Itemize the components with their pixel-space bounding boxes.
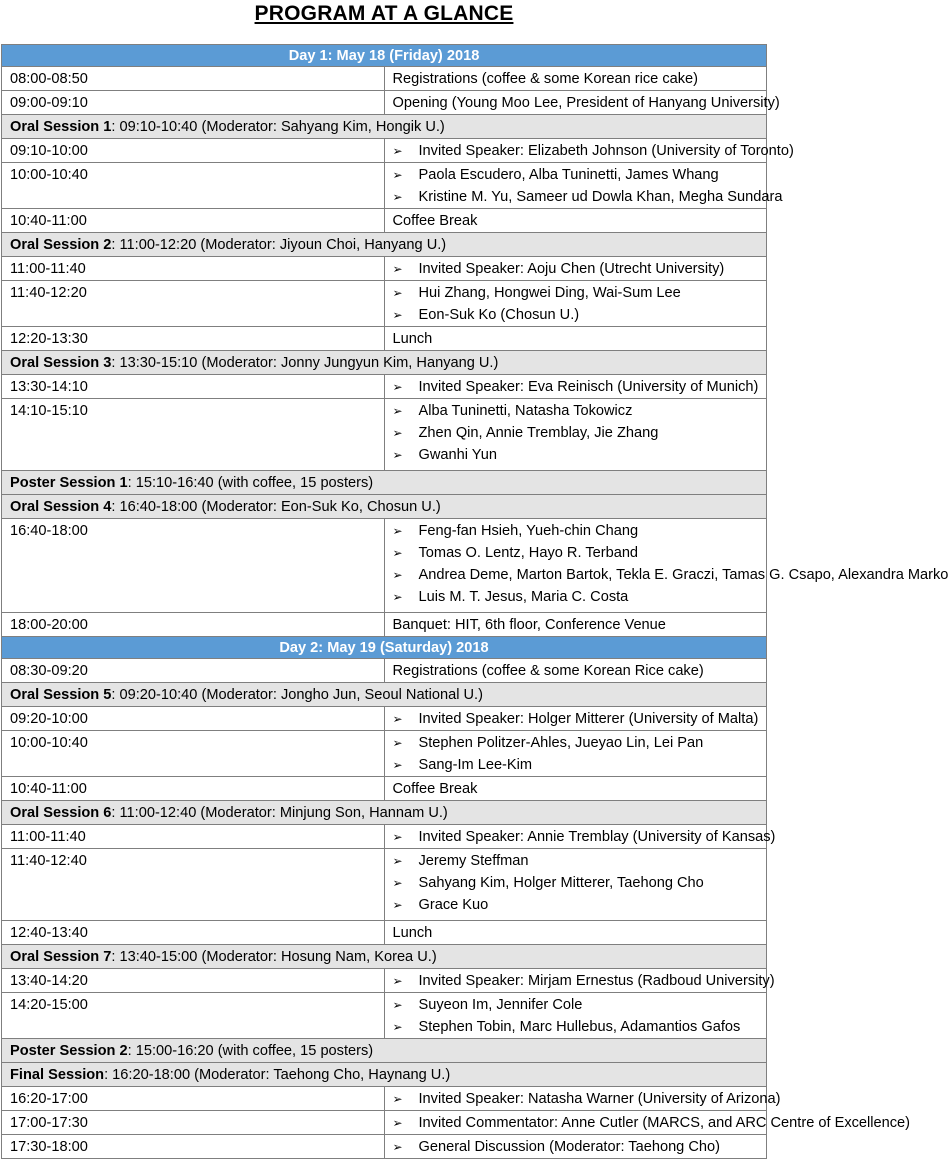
schedule-line [393,708,767,730]
time-slot: 09:20-10:00 [2,707,385,731]
session-name: Poster Session 1 [10,475,128,491]
arrow-bullet-icon: ➢ [392,568,403,582]
arrow-bullet-icon: ➢ [392,830,403,844]
schedule-line [393,586,767,608]
schedule-content [384,613,767,637]
arrow-bullet-icon: ➢ [392,876,403,890]
session-header [2,683,767,707]
session-header-row [2,233,767,257]
line-text: Invited Speaker: Aoju Chen (Utrecht University) [418,261,725,277]
schedule-line [392,826,776,848]
session-header-row [2,495,767,519]
schedule-line [392,1112,911,1134]
schedule-line [393,400,767,422]
schedule-line [393,660,767,682]
session-header [2,945,767,969]
session-header-row [2,945,767,969]
session-detail: : 16:20-18:00 (Moderator: Taehong Cho, Haynang U.) [104,1067,451,1083]
schedule-line [393,850,767,872]
schedule-content [384,519,948,613]
schedule-row [2,825,767,849]
schedule-content [384,849,767,921]
arrow-bullet-icon: ➢ [392,1020,403,1034]
arrow-bullet-icon: ➢ [392,168,403,182]
schedule-content [384,257,767,281]
line-text: Suyeon Im, Jennifer Cole [418,997,583,1013]
session-header-row [2,1039,767,1063]
session-name: Final Session [10,1067,105,1083]
schedule-content [384,209,767,233]
session-detail: : 11:00-12:20 (Moderator: Jiyoun Choi, Hanyang U.) [111,237,447,253]
schedule-line [393,614,767,636]
line-text: General Discussion (Moderator: Taehong Cho) [418,1139,720,1155]
arrow-bullet-icon: ➢ [392,758,403,772]
time-slot: 10:40-11:00 [2,777,385,801]
session-name: Oral Session 5 [10,687,112,703]
line-text: Hui Zhang, Hongwei Ding, Wai-Sum Lee [418,285,681,301]
session-name: Poster Session 2 [10,1043,128,1059]
line-text: Luis M. T. Jesus, Maria C. Costa [418,589,629,605]
schedule-content [384,731,767,777]
session-detail: : 11:00-12:40 (Moderator: Minjung Son, Hannam U.) [111,805,448,821]
schedule-line [393,922,767,944]
schedule-content [384,921,767,945]
schedule-row [2,399,767,471]
schedule-content [384,969,775,993]
arrow-bullet-icon: ➢ [392,144,403,158]
time-slot: 17:30-18:00 [2,1135,385,1159]
arrow-bullet-icon: ➢ [392,524,403,538]
arrow-bullet-icon: ➢ [392,448,403,462]
schedule-row [2,519,767,613]
schedule-line [393,732,767,754]
schedule-line [393,778,767,800]
arrow-bullet-icon: ➢ [392,854,403,868]
arrow-bullet-icon: ➢ [392,1140,403,1154]
line-text: Grace Kuo [418,897,489,913]
session-header [2,233,767,257]
arrow-bullet-icon: ➢ [392,404,403,418]
schedule-line [393,328,767,350]
line-text: Eon-Suk Ko (Chosun U.) [418,307,580,323]
line-text: Stephen Politzer-Ahles, Jueyao Lin, Lei Pan [418,735,704,751]
line-text: Feng-fan Hsieh, Yueh-chin Chang [418,523,639,539]
schedule-content [384,707,767,731]
session-header-row [2,683,767,707]
schedule-content [384,163,783,209]
arrow-bullet-icon: ➢ [392,712,403,726]
time-slot: 11:00-11:40 [2,825,385,849]
arrow-bullet-icon: ➢ [392,426,403,440]
time-slot: 16:40-18:00 [2,519,385,613]
arrow-bullet-icon: ➢ [392,1092,403,1106]
day-header-row [2,637,767,659]
time-slot: 17:00-17:30 [2,1111,385,1135]
schedule-content [384,825,776,849]
schedule-row [2,849,767,921]
schedule-row [2,921,767,945]
day-header-row [2,45,767,67]
time-slot: 11:40-12:20 [2,281,385,327]
session-name: Oral Session 7 [10,949,112,965]
line-text: Invited Speaker: Annie Tremblay (University of Kansas) [418,829,776,845]
session-name: Oral Session 2 [10,237,112,253]
session-detail: : 09:20-10:40 (Moderator: Jongho Jun, Seoul National U.) [111,687,483,703]
session-header [2,1063,767,1087]
line-text: Registrations (coffee & some Korean Rice cake) [392,663,704,679]
session-detail: : 09:10-10:40 (Moderator: Sahyang Kim, Hongik U.) [111,119,445,135]
time-slot: 10:00-10:40 [2,163,385,209]
arrow-bullet-icon: ➢ [392,974,403,988]
line-text: Sahyang Kim, Holger Mitterer, Taehong Cho [418,875,704,891]
line-text: Invited Speaker: Holger Mitterer (University of Malta) [418,711,759,727]
line-text: Invited Speaker: Mirjam Ernestus (Radboud University) [418,973,775,989]
schedule-row [2,1087,767,1111]
session-name: Oral Session 6 [10,805,112,821]
time-slot: 12:40-13:40 [2,921,385,945]
schedule-row [2,1135,767,1159]
schedule-content [384,993,767,1039]
schedule-line [392,140,794,162]
time-slot: 13:30-14:10 [2,375,385,399]
schedule-content [384,139,794,163]
schedule-row [2,91,767,115]
schedule-row [2,1111,767,1135]
session-detail: : 15:00-16:20 (with coffee, 15 posters) [127,1043,374,1059]
time-slot: 13:40-14:20 [2,969,385,993]
schedule-line [393,542,767,564]
schedule-row [2,163,767,209]
arrow-bullet-icon: ➢ [392,736,403,750]
time-slot: 18:00-20:00 [2,613,385,637]
arrow-bullet-icon: ➢ [392,590,403,604]
schedule-row [2,375,767,399]
line-text: Invited Commentator: Anne Cutler (MARCS, and ARC Centre of Excellence) [418,1115,911,1131]
line-text: Lunch [392,925,433,941]
schedule-row [2,969,767,993]
schedule-row [2,777,767,801]
session-detail: : 13:40-15:00 (Moderator: Hosung Nam, Korea U.) [111,949,437,965]
line-text: Andrea Deme, Marton Bartok, Tekla E. Graczi, Tamas G. Csapo, Alexandra Marko [418,567,948,583]
session-header [2,351,767,375]
schedule-row [2,613,767,637]
schedule-content [384,777,767,801]
schedule-line [392,564,948,586]
line-text: Paola Escudero, Alba Tuninetti, James Whang [418,167,719,183]
schedule-line [393,754,767,776]
session-name: Oral Session 4 [10,499,112,515]
arrow-bullet-icon: ➢ [392,898,403,912]
session-detail: : 15:10-16:40 (with coffee, 15 posters) [127,475,374,491]
time-slot: 10:40-11:00 [2,209,385,233]
arrow-bullet-icon: ➢ [392,998,403,1012]
schedule-line [393,258,767,280]
line-text: Registrations (coffee & some Korean rice cake) [392,71,699,87]
schedule-row [2,209,767,233]
schedule-line [393,994,767,1016]
arrow-bullet-icon: ➢ [392,308,403,322]
schedule-row [2,731,767,777]
line-text: Zhen Qin, Annie Tremblay, Jie Zhang [418,425,659,441]
schedule-line [392,92,780,114]
time-slot: 12:20-13:30 [2,327,385,351]
schedule-row [2,67,767,91]
day-header: Day 2: May 19 (Saturday) 2018 [2,637,767,659]
line-text: Banquet: HIT, 6th floor, Conference Venue [392,617,666,633]
line-text: Invited Speaker: Elizabeth Johnson (University of Toronto) [418,143,794,159]
program-table [1,44,948,1159]
session-header [2,471,767,495]
line-text: Gwanhi Yun [418,447,497,463]
time-slot: 09:00-09:10 [2,91,385,115]
line-text: Tomas O. Lentz, Hayo R. Terband [418,545,639,561]
schedule-line [392,970,775,992]
schedule-line [393,210,767,232]
line-text: Opening (Young Moo Lee, President of Hanyang University) [392,95,780,111]
arrow-bullet-icon: ➢ [392,190,403,204]
line-text: Lunch [392,331,433,347]
session-detail: : 16:40-18:00 (Moderator: Eon-Suk Ko, Chosun U.) [111,499,441,515]
schedule-line [392,186,783,208]
schedule-line [393,422,767,444]
session-header [2,115,767,139]
session-header-row [2,115,767,139]
session-name: Oral Session 3 [10,355,112,371]
schedule-line [393,520,767,542]
schedule-content [384,399,767,471]
time-slot: 14:10-15:10 [2,399,385,471]
arrow-bullet-icon: ➢ [392,1116,403,1130]
arrow-bullet-icon: ➢ [392,286,403,300]
session-header-row [2,1063,767,1087]
session-header-row [2,801,767,825]
line-text: Alba Tuninetti, Natasha Tokowicz [418,403,633,419]
session-header [2,1039,767,1063]
session-header [2,801,767,825]
schedule-line [393,376,767,398]
time-slot: 14:20-15:00 [2,993,385,1039]
schedule-line [393,444,767,466]
time-slot: 16:20-17:00 [2,1087,385,1111]
time-slot: 08:00-08:50 [2,67,385,91]
page-title: PROGRAM AT A GLANCE [254,2,514,25]
time-slot: 10:00-10:40 [2,731,385,777]
schedule-line [392,1088,781,1110]
schedule-content [384,1111,911,1135]
line-text: Coffee Break [392,781,478,797]
schedule-row [2,257,767,281]
session-name: Oral Session 1 [10,119,112,135]
schedule-line [393,894,767,916]
schedule-row [2,993,767,1039]
line-text: Invited Speaker: Eva Reinisch (University of Munich) [418,379,759,395]
schedule-content [384,1135,767,1159]
session-header-row [2,351,767,375]
schedule-row [2,139,767,163]
schedule-content [384,375,767,399]
schedule-line [393,304,767,326]
arrow-bullet-icon: ➢ [392,380,403,394]
session-header [2,495,767,519]
schedule-line [393,1136,767,1158]
schedule-row [2,327,767,351]
schedule-row [2,707,767,731]
schedule-line [393,282,767,304]
time-slot: 11:00-11:40 [2,257,385,281]
line-text: Coffee Break [392,213,478,229]
line-text: Stephen Tobin, Marc Hullebus, Adamantios Gafos [418,1019,741,1035]
line-text: Invited Speaker: Natasha Warner (University of Arizona) [418,1091,781,1107]
line-text: Kristine M. Yu, Sameer ud Dowla Khan, Megha Sundara [418,189,783,205]
arrow-bullet-icon: ➢ [392,262,403,276]
time-slot: 09:10-10:00 [2,139,385,163]
line-text: Jeremy Steffman [418,853,529,869]
arrow-bullet-icon: ➢ [392,546,403,560]
schedule-content [384,67,767,91]
schedule-row [2,659,767,683]
schedule-line [393,872,767,894]
session-header-row [2,471,767,495]
schedule-line [393,164,767,186]
schedule-row [2,281,767,327]
line-text: Sang-Im Lee-Kim [418,757,533,773]
time-slot: 11:40-12:40 [2,849,385,921]
schedule-content [384,1087,781,1111]
schedule-line [393,1016,767,1038]
schedule-line [393,68,767,90]
day-header: Day 1: May 18 (Friday) 2018 [2,45,767,67]
session-detail: : 13:30-15:10 (Moderator: Jonny Jungyun Kim, Hanyang U.) [111,355,499,371]
schedule-content [384,659,767,683]
time-slot: 08:30-09:20 [2,659,385,683]
schedule-content [384,327,767,351]
schedule-content [384,91,780,115]
schedule-content [384,281,767,327]
